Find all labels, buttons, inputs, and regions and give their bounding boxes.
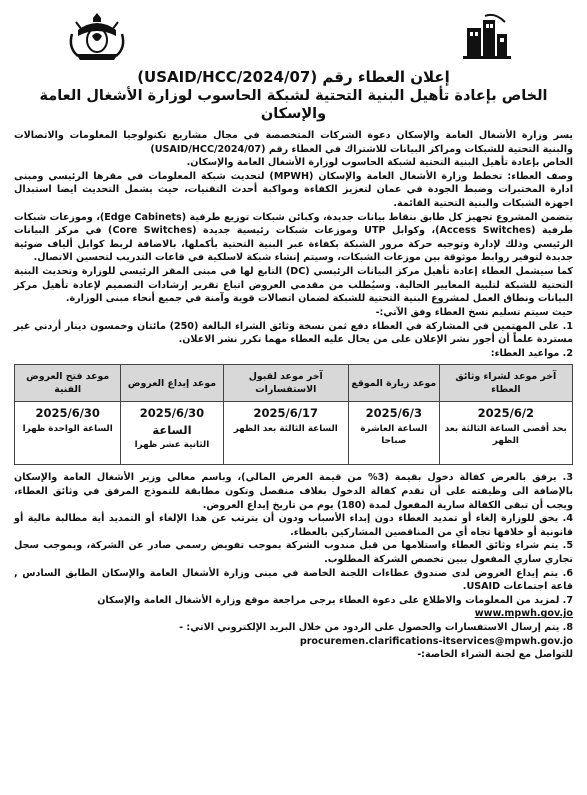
table-cell — [439, 402, 572, 465]
table-header-cell: آخر موعد لقبول الاستفسارات — [223, 365, 348, 402]
website-link[interactable]: www.mpwh.gov.jo — [474, 608, 573, 620]
tender-dates-table — [14, 364, 573, 465]
item-2: 2. مواعيد العطاء: — [490, 347, 573, 359]
cell-note: الساعة العاشرة صباحا — [360, 423, 428, 446]
table-cell — [121, 402, 223, 465]
cell-note: الساعة الواحدة ظهرا — [22, 423, 113, 434]
datacenter-paragraph: كما سيشمل العطاء إعادة تأهيل مركز البيانات الرئيسي (DC) التابع لها في مبنى المقر الرئيسي للوزارة وتحديث البنية التحتية للشبكة لتلبية المعايير الحالية. وسيُطلب من مقدمي العروض اتباع تقرير إرشادات التصميم لإعادة تأهيل مركز البيانات ونطاق العمل لمشروع البنية التحتية للشبكة لضمان اتصالات قوية وآمنة في جميع أنحاء مبنى الوزارة. — [14, 266, 573, 305]
cell-date: 2025/6/30 الساعة — [139, 406, 205, 437]
cell-date: 2025/6/17 — [253, 406, 318, 421]
email-address[interactable]: procuremen.clarifications-itservices@mpwh.gov.jo — [299, 635, 573, 647]
intro-paragraph: يسر وزارة الأشغال العامة والإسكان دعوة الشركات المتخصصة في مجال مشاريع تكنولوجيا المعلومات والاتصالات والبنية التحتية للشبكات ومراكز البيانات للاشتراك في العطاء رقم (07/USAID/HCC/2024) — [14, 130, 573, 155]
scope-paragraph: يتضمن المشروع تجهيز كل طابق بنقاط بيانات جديدة، وكبائن شبكات توزيع طرفية (Edge Cabinets)، وموزعات شبكات طرفية (Access Switches)، وكوابل UTP وموزعات شبكات رئيسية جديدة (Core Switches) في مركز البيانات الرئيسي وذلك لإدارة وتوجيه حركة مرور الشبكة بكفاءة عبر البنية التحتية بأكملها، بالاضافة لربط كوابل ألياف ضوئية جديدة لتوفير روابط موثوقة بين موزعات الشبكات، وسيتم إنشاء شبكة لاسلكية في قاعات التدريب لتحسين الاتصال. — [14, 211, 574, 264]
cell-date: 2025/6/30 — [35, 406, 100, 421]
description-paragraph: وصف العطاء: تخطط وزارة الأشغال العامة والإسكان (MPWH) لتحديث شبكة المعلومات في مقرها الرئيسي ومبنى ادارة المختبرات وضبط الجودة في عمان لتعزيز الكفاءة ومواكبة أحدث التقنيات، حيث يشمل التحديث ايضا استبدال اجهزة الشبكات والبنية التحتية القائمة. — [14, 170, 573, 210]
jordan-coat-of-arms-logo — [66, 10, 128, 62]
item-6: 6. يتم إيداع العروض لدى صندوق عطاءات اللجنة الخاصة في مبنى وزارة الأشغال العامة والإسكان الطابق السادس , قاعة اجتماعات USAID. — [14, 567, 573, 593]
title-line-2: الخاص بإعادة تأهيل البنية التحتية لشبكة الحاسوب لوزارة الأشغال العامة والإسكان — [39, 87, 548, 122]
title-line-1: إعلان العطاء رقم (07/USAID/HCC/2024) — [137, 68, 450, 86]
cell-date: 2025/6/2 — [477, 406, 535, 421]
item-7: 7. لمزيد من المعلومات والاطلاع على دعوة العطاء يرجى مراجعة موقع وزارة الأشغال العامة والإسكان — [97, 594, 573, 606]
table-header-cell: آخر موعد لشراء وثائق العطاء — [439, 365, 572, 402]
cell-note: الثانية عشر ظهرا — [134, 440, 210, 451]
item-3: 3. يرفق بالعرض كفالة دخول بقيمة (3% من قيمة العرض المالي)، وباسم معالي وزير الأشغال العامة والإسكان بالإضافة الى وظيفته على أن تقدم كفالة الدخول بغلاف منفصل وتكون مطابقة للنموذج المرفق في وثائق العطاء، ويجب أن تبقى الكفالة سارية المفعول لمدة (180) يوم من تاريخ إيداع العروض. — [14, 472, 573, 511]
announcement-body — [14, 129, 573, 662]
cell-note: الساعة الثالثة بعد الظهر — [233, 423, 338, 434]
contact-line: للتواصل مع لجنة الشراء الخاصة:- — [417, 649, 573, 661]
conditions-intro: حيث سيتم تسليم نسخ العطاء وفق الآتي:- — [375, 306, 573, 318]
item-5: 5. يتم شراء وثائق العطاء واستلامها من قبل مندوب الشركة بموجب تفويض رسمي صادر عن الشركة، وبموجب سجل تجاري ساري المفعول يبين تخصص الشركة المطلوب. — [14, 540, 573, 566]
table-cell — [223, 402, 348, 465]
item-1: 1. على المهتمين في المشاركة في العطاء دفع ثمن نسخة وثائق الشراء البالغة (250) مائتان وخمسون دينار أردني غير مستردة علماً أن أجور نشر الإعلان على من يحال عليه العطاء مهما تكرر نشر الاعلان. — [14, 320, 573, 346]
table-cell — [15, 402, 121, 465]
table-header-cell: موعد فتح العروض الفنية — [15, 365, 121, 402]
item-4: 4. يحق للوزارة إلغاء أو تمديد العطاء دون إبداء الأسباب ودون أن يترتب عن هذا الإلغاء أو التمديد أية مطالبة مالية أو قانونية أو خلافها تجاه أي من المناقصين المشاركين بالعطاء. — [14, 513, 573, 538]
table-cell — [348, 402, 439, 465]
announcement-title — [14, 68, 573, 123]
ministry-building-logo — [455, 10, 517, 62]
table-header-row — [15, 365, 573, 402]
table-header-cell: موعد إيداع العروض — [121, 365, 223, 402]
item-8: 8. يتم إرسال الاستفسارات والحصول على الردود من خلال البريد الإلكتروني الاتي: - — [179, 622, 573, 634]
table-header-cell: موعد زيارة الموقع — [348, 365, 439, 402]
cell-date: 2025/6/3 — [365, 406, 423, 421]
header-logos — [14, 6, 573, 64]
table-row — [15, 402, 573, 465]
intro-paragraph-2: الخاص بإعادة تأهيل البنية التحتية لشبكة الحاسوب لوزارة الأشغال العامة والإسكان. — [186, 157, 573, 169]
cell-note: بحد أقصى الساعة الثالثة بعد الظهر — [444, 423, 567, 446]
